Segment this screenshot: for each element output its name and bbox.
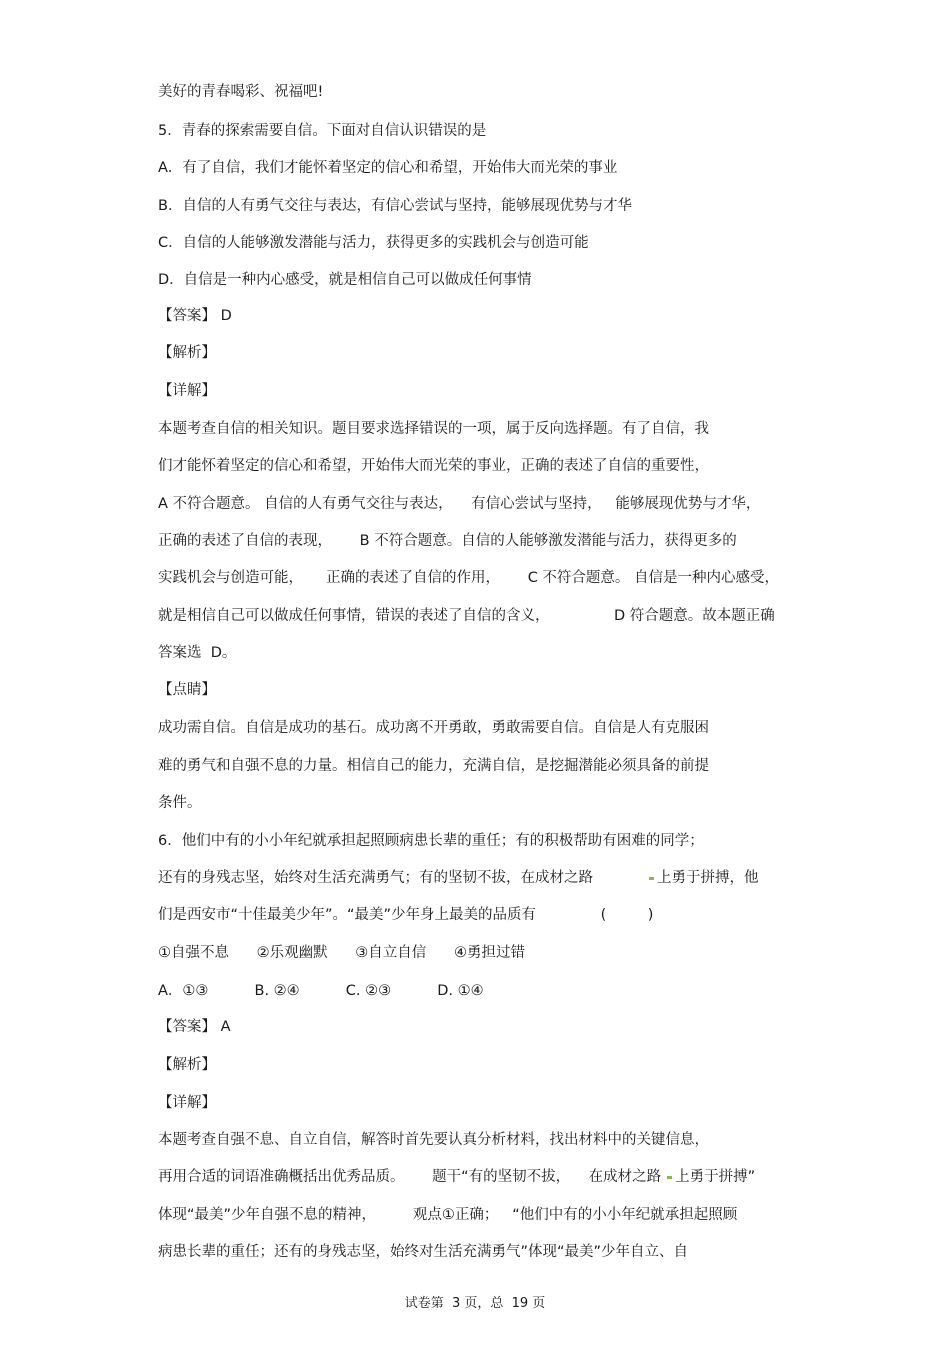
- q5-option-b: B．自信的人有勇气交往与表达，有信心尝试与坚持，能够展现优势与才华: [158, 198, 632, 214]
- q5-detail-line: A 不符合题意。 自信的人有勇气交往与表达， 有信心尝试与坚持， 能够展现优势与才华，: [158, 496, 761, 512]
- q5-stem: 5．青春的探索需要自信。下面对自信认识错误的是: [158, 123, 487, 139]
- q5-answer: 【答案】 D: [158, 308, 232, 324]
- q5-point-heading: 【点睛】: [158, 682, 216, 698]
- q6-choices: ①自强不息 ②乐观幽默 ③自立自信 ④勇担过错: [158, 945, 525, 961]
- q6-stem-text: 上勇于拼搏，他: [657, 870, 759, 886]
- q5-option-c: C．自信的人能够激发潜能与活力，获得更多的实践机会与创造可能: [158, 235, 589, 251]
- q6-detail-heading: 【详解】: [158, 1095, 216, 1111]
- q6-detail-line: 本题考查自强不息、自立自信，解答时首先要认真分析材料，找出材料中的关键信息，: [158, 1132, 709, 1148]
- q6-detail-text: 上勇于拼搏”: [675, 1169, 756, 1185]
- q5-point-line: 成功需自信。自信是成功的基石。成功离不开勇敢，勇敢需要自信。自信是人有克服困: [158, 720, 709, 736]
- q5-option-d: D．自信是一种内心感受，就是相信自己可以做成任何事情: [158, 272, 532, 288]
- q6-stem-line: 6．他们中有的小小年纪就承担起照顾病患长辈的重任；有的积极帮助有困难的同学；: [158, 833, 704, 849]
- q6-answer: 【答案】 A: [158, 1019, 231, 1035]
- q6-stem-line: [158, 868, 759, 888]
- q6-detail-line: [158, 1167, 755, 1187]
- q5-detail-line: 实践机会与创造可能， 正确的表述了自信的作用， C 不符合题意。 自信是一种内心感受，: [158, 570, 780, 586]
- q6-detail-text: 再用合适的词语准确概括出优秀品质。 题干“有的坚韧不拔， 在成材之路: [158, 1169, 662, 1185]
- q5-point-line: 难的勇气和自强不息的力量。相信自己的能力，充满自信，是挖掘潜能必须具备的前提: [158, 758, 709, 774]
- q6-stem-line: 们是西安市“十佳最美少年”。“最美”少年身上最美的品质有 ( ): [158, 907, 654, 923]
- q5-detail-line: 正确的表述了自信的表现， B 不符合题意。自信的人能够激发潜能与活力，获得更多的: [158, 533, 737, 549]
- q5-option-a: A．有了自信，我们才能怀着坚定的信心和希望，开始伟大而光荣的事业: [158, 160, 618, 176]
- q5-detail-line: 本题考查自信的相关知识。题目要求选择错误的一项，属于反向选择题。有了自信，我: [158, 421, 709, 437]
- q5-detail-line: 答案选 D。: [158, 645, 237, 661]
- q6-detail-line: 体现“最美”少年自强不息的精神， 观点①正确； “他们中有的小小年纪就承担起照顾: [158, 1207, 738, 1223]
- q6-stem-text: 还有的身残志坚，始终对生活充满勇气；有的坚韧不拔，在成材之路: [158, 870, 593, 886]
- q6-options: A．①③ B. ②④ C. ②③ D. ①④: [158, 983, 484, 999]
- mark-icon: [667, 1176, 672, 1179]
- intro-line: 美好的青春喝彩、祝福吧!: [158, 84, 324, 100]
- q5-point-line: 条件。: [158, 795, 202, 811]
- mark-icon: [649, 877, 654, 880]
- q5-analysis-heading: 【解析】: [158, 345, 216, 361]
- q5-detail-heading: 【详解】: [158, 383, 216, 399]
- q5-detail-line: 们才能怀着坚定的信心和希望，开始伟大而光荣的事业，正确的表述了自信的重要性，: [158, 458, 709, 474]
- q5-detail-line: 就是相信自己可以做成任何事情，错误的表述了自信的含义， D 符合题意。故本题正确: [158, 608, 775, 624]
- q6-analysis-heading: 【解析】: [158, 1057, 216, 1073]
- page-footer: 试卷第 3 页，总 19 页: [404, 1296, 546, 1311]
- q6-detail-line: 病患长辈的重任；还有的身残志坚，始终对生活充满勇气”体现“最美”少年自立、自: [158, 1244, 689, 1260]
